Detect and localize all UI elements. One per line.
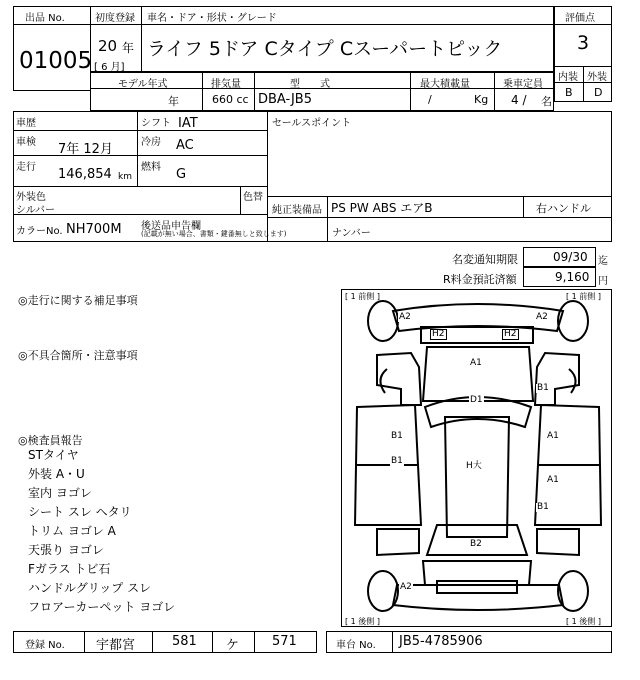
- damage-mark: B1: [391, 456, 403, 466]
- type-label: 型 式: [290, 79, 330, 90]
- lot-number-label: 出品 No.: [25, 13, 65, 24]
- inspector-report-item: 室内 ヨゴレ: [28, 486, 92, 500]
- capacity-unit: 名: [541, 95, 552, 108]
- exterior-color-value: シルバー: [16, 205, 56, 216]
- equipment-label: 純正装備品: [272, 205, 322, 216]
- documents-label: 後送品申告欄: [141, 221, 201, 232]
- ac-value: AC: [176, 138, 194, 153]
- max-load-unit: Kg: [474, 93, 489, 106]
- fuel-label: 燃料: [141, 162, 161, 173]
- damage-mark: H2: [504, 329, 517, 339]
- color-no-label: カラーNo.: [16, 226, 63, 237]
- capacity-value: 4 /: [511, 93, 527, 107]
- damage-mark: A1: [470, 358, 482, 368]
- max-load-label: 最大積載量: [420, 79, 470, 90]
- displacement-value: 660 cc: [212, 93, 249, 106]
- damage-mark: A1: [547, 431, 559, 441]
- supplement-heading: ◎走行に関する補足事項: [18, 294, 138, 307]
- history-label: 車歴: [16, 118, 36, 129]
- first-registration-year-unit: 年: [122, 41, 135, 55]
- diagram-rear-left-label: [ 1 後側 ]: [345, 617, 380, 626]
- diagram-front-right-label: [ 1 前側 ]: [566, 292, 601, 301]
- shift-label: シフト: [141, 118, 171, 129]
- model-year-label: モデル年式: [118, 79, 168, 90]
- mileage-value: 146,854: [58, 167, 112, 182]
- capacity-label: 乗車定員: [503, 79, 543, 90]
- rating-value: 3: [577, 32, 590, 54]
- fuel-value: G: [176, 167, 187, 182]
- damage-mark: B1: [537, 502, 549, 512]
- mileage-label: 走行: [16, 162, 36, 173]
- inspector-heading: ◎検査員報告: [18, 434, 83, 447]
- inspector-report-item: トリム ヨゴレ A: [28, 524, 116, 538]
- model-year-unit: 年: [168, 95, 179, 108]
- equipment-value: PS PW ABS エアB: [331, 201, 433, 215]
- damage-mark: A2: [400, 582, 412, 592]
- damage-mark: D1: [470, 395, 483, 405]
- registration-kana: ケ: [226, 638, 240, 653]
- registration-area: 宇都宮: [96, 638, 136, 653]
- recycle-unit: 円: [598, 276, 608, 287]
- chassis-label: 車台 No.: [336, 640, 376, 651]
- displacement-label: 排気量: [211, 79, 241, 90]
- damage-mark: B2: [470, 539, 482, 549]
- inspector-report-item: STタイヤ: [28, 448, 79, 462]
- name-change-label: 名変通知期限: [452, 253, 518, 266]
- damage-mark: B1: [537, 383, 549, 393]
- exterior-grade: D: [594, 86, 603, 99]
- diagram-front-left-label: [ 1 前側 ]: [345, 292, 380, 301]
- inspector-report-item: 天張り ヨゴレ: [28, 543, 104, 557]
- mileage-unit: km: [118, 172, 132, 182]
- damage-mark: H大: [466, 461, 482, 471]
- inspector-report-item: シート スレ ヘタリ: [28, 505, 132, 519]
- sales-point-label: セールスポイント: [272, 118, 352, 129]
- registration-number: 571: [272, 634, 297, 649]
- exterior-color-label: 外装色: [16, 192, 46, 203]
- first-registration-year: 20: [98, 37, 118, 55]
- name-change-unit: 迄: [598, 256, 608, 267]
- ac-label: 冷房: [141, 137, 161, 148]
- car-outline-diagram: [341, 289, 612, 627]
- inspector-report-item: Fガラス トビ石: [28, 562, 111, 576]
- shaken-value: 7年 12月: [58, 142, 113, 157]
- damage-mark: A2: [399, 312, 411, 322]
- rating-label: 評価点: [565, 13, 595, 24]
- interior-grade: B: [565, 86, 573, 99]
- damage-mark: A2: [536, 312, 548, 322]
- shift-value: IAT: [178, 116, 198, 131]
- inspector-report-item: 外装 A・U: [28, 467, 85, 481]
- inspector-report-item: ハンドルグリップ スレ: [28, 581, 152, 595]
- number-plate-label: ナンバー: [332, 228, 371, 239]
- first-registration-label: 初度登録: [95, 13, 135, 24]
- type-value: DBA-JB5: [258, 92, 312, 107]
- defects-heading: ◎不具合箇所・注意事項: [18, 349, 138, 362]
- diagram-rear-right-label: [ 1 後側 ]: [566, 617, 601, 626]
- registration-label: 登録 No.: [25, 640, 65, 651]
- handle-value: 右ハンドル: [536, 202, 591, 215]
- car-name-label: 車名・ドア・形状・グレード: [147, 13, 277, 24]
- first-registration-month: [ 6 月]: [94, 62, 125, 73]
- inspector-report-item: フロアーカーペット ヨゴレ: [28, 600, 176, 614]
- chassis-number: JB5-4785906: [399, 634, 483, 649]
- damage-mark: H2: [432, 329, 445, 339]
- color-no-value: NH700M: [66, 222, 122, 237]
- color-change-label: 色替: [243, 192, 263, 203]
- max-load-value: /: [428, 93, 432, 106]
- name-change-value: 09/30: [553, 250, 588, 264]
- damage-mark: A1: [547, 475, 559, 485]
- recycle-value: 9,160: [555, 270, 590, 284]
- recycle-label: R料金預託済額: [443, 273, 517, 286]
- documents-note: (記載が無い場合、書類・鍵番無しと致します): [141, 230, 287, 238]
- interior-label: 内装: [558, 72, 578, 83]
- damage-mark: B1: [391, 431, 403, 441]
- car-name: ライフ 5ドア Cタイプ Cスーパートピック: [147, 38, 503, 60]
- exterior-label: 外装: [587, 72, 607, 83]
- lot-number: 01005: [19, 48, 93, 74]
- registration-class: 581: [172, 634, 197, 649]
- shaken-label: 車検: [16, 137, 36, 148]
